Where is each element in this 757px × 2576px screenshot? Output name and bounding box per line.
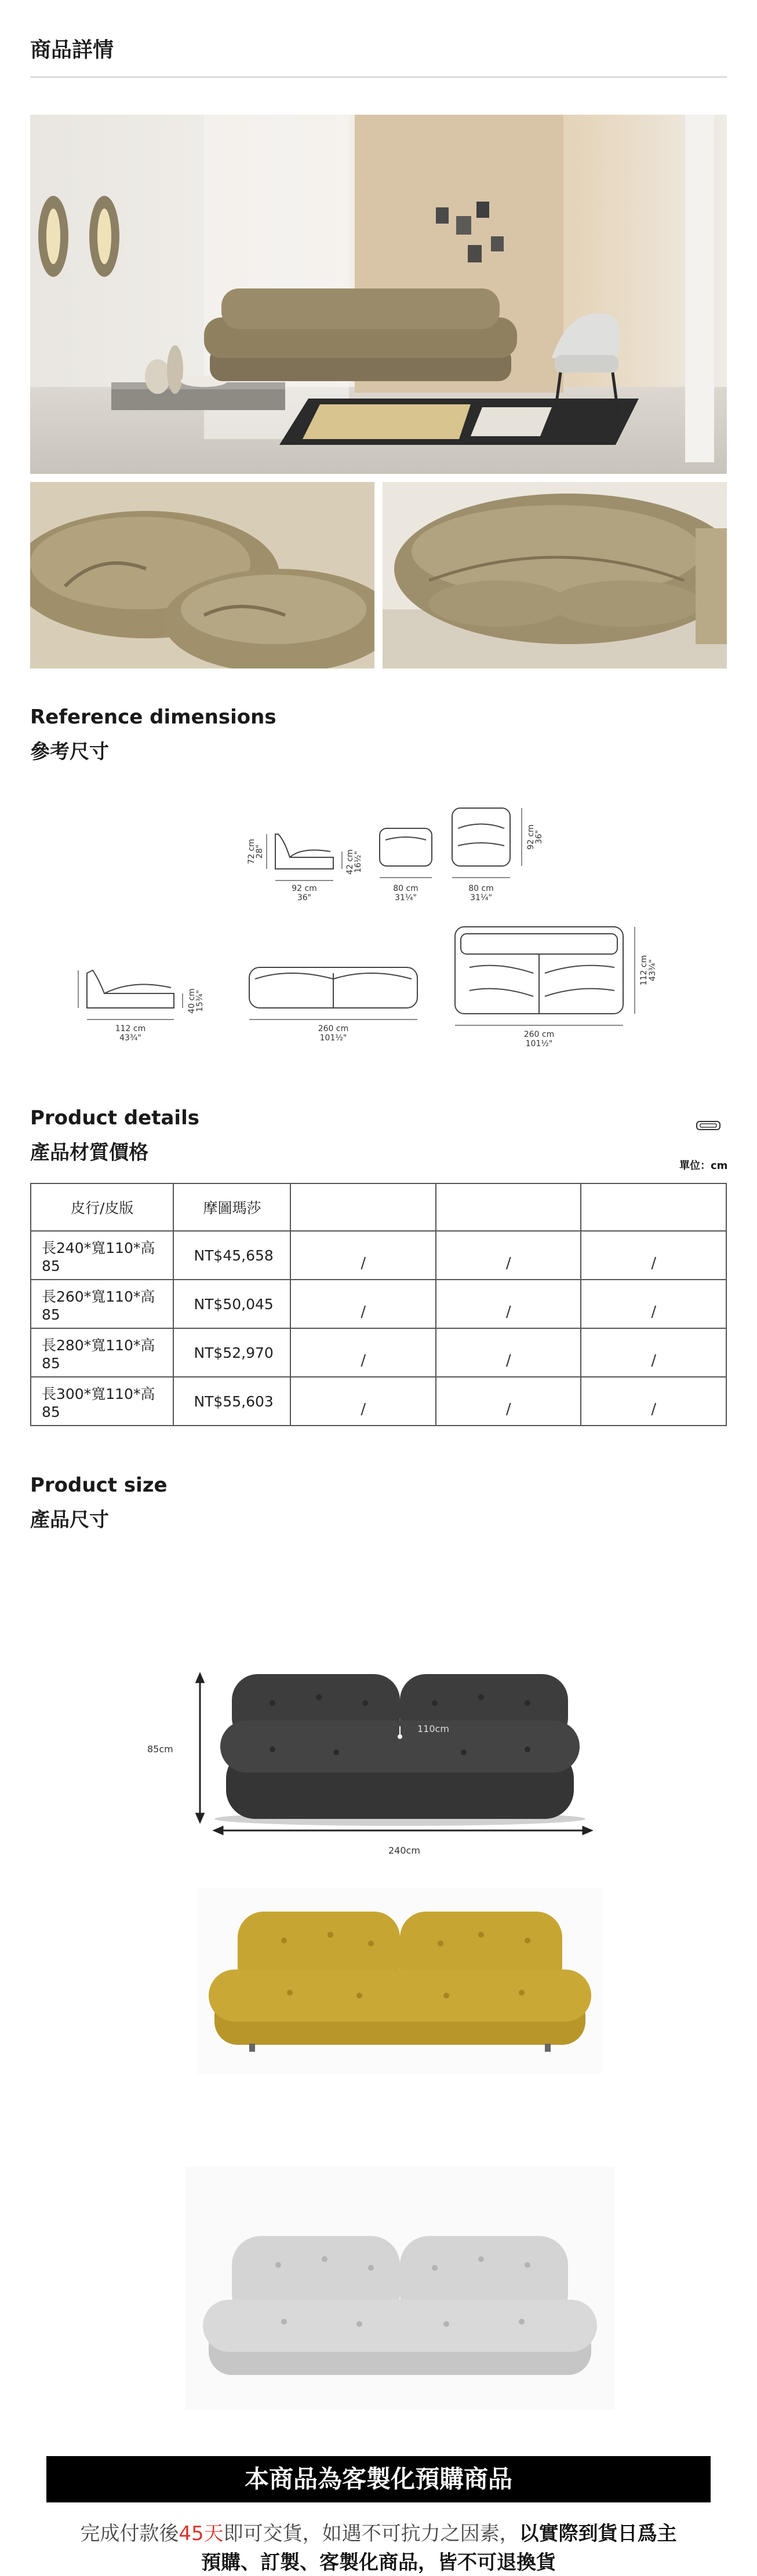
table-row [31, 1328, 726, 1377]
custom-order-banner: 本商品為客製化預購商品 [46, 2456, 711, 2502]
col-header-empty-2 [436, 1183, 581, 1231]
row-size: 長240*寬110*高85 [31, 1231, 173, 1280]
empty-cell-mark: / [651, 1255, 657, 1272]
dark-sofa-dimension-image [145, 1657, 609, 1865]
dim-label-80cm-b: 80 cm [468, 884, 494, 893]
dim-label-40cm: 40 cm [187, 988, 196, 1014]
height-label: 85cm [147, 1744, 173, 1755]
col-header-empty-3 [581, 1183, 726, 1231]
dim-label-43in: 43¾" [119, 1033, 141, 1043]
dim-label-92cm-b: 92 cm [526, 824, 536, 850]
grey-sofa-image [185, 2166, 614, 2410]
sofa-icon-svg [694, 1118, 722, 1134]
empty-cell-mark: / [505, 1303, 511, 1321]
dim-label-43in-b: 43¾" [648, 959, 657, 981]
dim-label-260cm-b: 260 cm [523, 1030, 555, 1039]
delivery-notice [17, 2520, 740, 2548]
notice-part-3: 以實際到貨日爲主 [519, 2522, 677, 2545]
reference-section-heading [30, 706, 276, 764]
row-size: 長280*寬110*高85 [31, 1328, 173, 1377]
dim-label-75cm: 75 cm [70, 977, 72, 1002]
empty-cell-mark: / [361, 1401, 366, 1418]
dim-label-260cm-a: 260 cm [318, 1024, 349, 1033]
grey-sofa-illustration [185, 2166, 614, 2410]
detail-cushion-illustration-right [383, 482, 727, 668]
width-label: 240cm [388, 1845, 420, 1856]
dim-label-15in: 15¾" [195, 990, 205, 1012]
delivery-days-highlight: 45天 [179, 2522, 224, 2545]
price-table-header [31, 1183, 726, 1231]
empty-cell-mark: / [505, 1401, 511, 1418]
row-price: NT$45,658 [173, 1231, 290, 1280]
dark-sofa-illustration [145, 1657, 609, 1865]
dim-label-112cm-b: 112 cm [639, 955, 649, 986]
sofa-icon [694, 1118, 722, 1137]
empty-cell-mark: / [651, 1352, 657, 1369]
table-row [31, 1280, 726, 1328]
empty-cell-mark: / [651, 1303, 657, 1321]
hero-room-illustration [30, 115, 727, 474]
dim-label-112cm: 112 cm [115, 1024, 146, 1033]
page-title [30, 34, 114, 63]
dim-label-36in: 36" [297, 893, 312, 902]
row-size: 長300*寬110*高85 [31, 1377, 173, 1426]
product-details-title-zh: 產品材質價格 [30, 1141, 148, 1164]
notice-part-1: 完成付款後 [80, 2522, 179, 2545]
yellow-sofa-illustration [197, 1888, 603, 2074]
table-row [31, 1231, 726, 1280]
price-table [30, 1183, 727, 1426]
empty-cell-mark: / [361, 1352, 366, 1369]
empty-cell-mark: / [361, 1303, 366, 1321]
product-details-title-en: Product details [30, 1106, 199, 1130]
unit-label: 單位：cm [679, 1160, 728, 1172]
header-divider [30, 76, 727, 78]
dim-label-101in-b: 101½" [525, 1039, 553, 1048]
row-price: NT$50,045 [173, 1280, 290, 1328]
empty-cell-mark: / [505, 1255, 511, 1272]
col-header-material: 摩圖瑪莎 [173, 1183, 290, 1231]
dimension-drawings [70, 794, 696, 1066]
col-header-leather: 皮行/皮版 [31, 1183, 173, 1231]
product-size-title-en: Product size [30, 1474, 168, 1497]
dim-label-72cm: 72 cm [247, 839, 256, 864]
detail-cushion-illustration-left [30, 482, 374, 668]
notice-part-2: 即可交貨，如遇不可抗力之因素， [223, 2522, 519, 2545]
product-size-title-zh: 產品尺寸 [30, 1508, 109, 1532]
dim-label-16in: 16½" [354, 851, 363, 873]
dim-label-42cm: 42 cm [345, 849, 355, 875]
detail-photo-right [383, 482, 727, 668]
depth-label: 110cm [417, 1723, 449, 1734]
hero-room-photo [30, 115, 727, 474]
dim-label-31in-b: 31¼" [470, 893, 492, 902]
reference-title-en: Reference dimensions [30, 706, 276, 729]
page-title-text: 商品詳情 [30, 38, 114, 62]
dim-label-80cm-a: 80 cm [393, 884, 418, 893]
dim-label-31in-a: 31¼" [395, 893, 417, 902]
detail-photo-left [30, 482, 374, 668]
product-details-heading [30, 1106, 199, 1165]
product-size-heading [30, 1474, 168, 1532]
empty-cell-mark: / [505, 1352, 511, 1369]
dim-label-101in-a: 101½" [319, 1033, 347, 1043]
table-row [31, 1377, 726, 1426]
row-price: NT$55,603 [173, 1377, 290, 1426]
row-size: 長260*寬110*高85 [31, 1280, 173, 1328]
reference-title-zh: 參考尺寸 [30, 740, 109, 763]
row-price: NT$52,970 [173, 1328, 290, 1377]
dimension-line-art [70, 794, 696, 1066]
empty-cell-mark: / [651, 1401, 657, 1418]
yellow-sofa-image [197, 1888, 603, 2074]
dim-label-36in-b: 36" [534, 830, 544, 845]
no-return-notice: 預購、訂製、客製化商品，皆不可退換貨 [201, 2551, 556, 2574]
dim-label-92cm: 92 cm [292, 884, 317, 893]
col-header-empty-1 [290, 1183, 436, 1231]
dim-label-28in: 28" [255, 844, 264, 859]
empty-cell-mark: / [361, 1255, 366, 1272]
